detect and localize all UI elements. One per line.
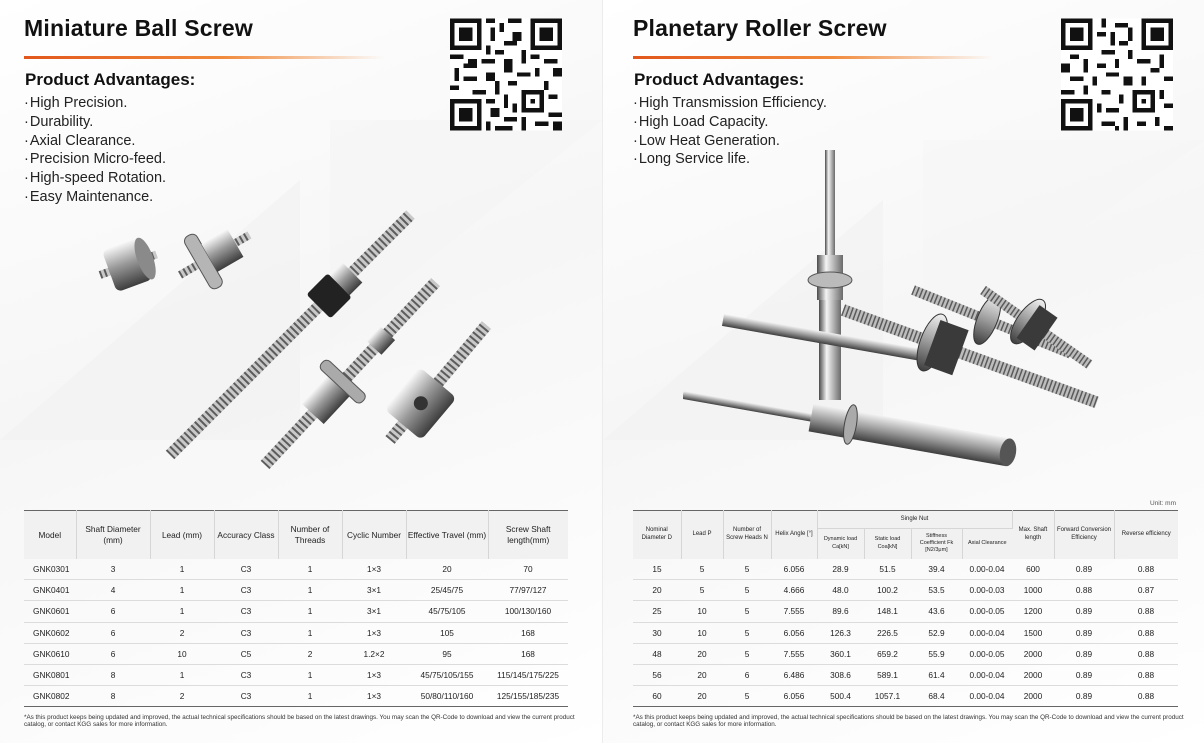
table-cell: 168 [488, 643, 568, 664]
table-row [24, 664, 568, 685]
table-cell: 1 [278, 622, 342, 643]
table-row [633, 559, 1178, 580]
table-cell: 0.88 [1114, 559, 1178, 580]
column-header: Number of Screw Heads N [723, 511, 771, 559]
table-cell: C3 [214, 559, 278, 580]
table-row [633, 643, 1178, 664]
advantage-item: · High-speed Rotation. [24, 169, 166, 188]
table-cell: 148.1 [864, 601, 911, 622]
table-cell: 125/155/185/235 [488, 686, 568, 707]
column-header: Stiffness Coefficient Fk [N2/3μm] [911, 529, 962, 559]
table-cell: C3 [214, 622, 278, 643]
advantage-item: · Precision Micro-feed. [24, 150, 166, 169]
table-cell: 1000 [1012, 580, 1054, 601]
table-cell: 1 [150, 601, 214, 622]
column-header: Dynamic load Ca[kN] [817, 529, 864, 559]
table-cell: 1×3 [342, 686, 406, 707]
table-row [24, 622, 568, 643]
table-cell: GNK0601 [24, 601, 76, 622]
table-cell: 3 [76, 559, 150, 580]
table-cell: 15 [633, 559, 681, 580]
advantage-item: · High Transmission Efficiency. [633, 94, 827, 113]
column-header: Accuracy Class [214, 511, 278, 559]
advantage-item: · Durability. [24, 113, 166, 132]
footnote: *As this product keeps being updated and improved, the actual technical specifications should be based on the latest drawings. You may scan the QR-Code to download and view the current product catalog, or contact KGG sales for more information. [633, 714, 1184, 729]
table-cell: 20 [681, 643, 723, 664]
table-cell: C3 [214, 686, 278, 707]
advantage-item: · Easy Maintenance. [24, 188, 166, 207]
table-cell: GNK0801 [24, 664, 76, 685]
title-underline [633, 56, 993, 59]
table-cell: 10 [150, 643, 214, 664]
table-cell: 5 [723, 622, 771, 643]
column-header: Axial Clearance [962, 529, 1012, 559]
table-cell: 0.00-0.04 [962, 686, 1012, 707]
table-cell: 6 [76, 622, 150, 643]
table-row [24, 686, 568, 707]
table-cell: 3×1 [342, 580, 406, 601]
roller-screw-illustration [683, 150, 1128, 470]
table-cell: 1 [150, 559, 214, 580]
table-row [633, 580, 1178, 601]
advantage-item: · High Load Capacity. [633, 113, 827, 132]
table-cell: 6.056 [771, 622, 817, 643]
table-cell: 0.89 [1054, 643, 1114, 664]
table-cell: 7.555 [771, 601, 817, 622]
table-cell: 89.6 [817, 601, 864, 622]
table-cell: 52.9 [911, 622, 962, 643]
table-cell: 4.666 [771, 580, 817, 601]
column-header: Lead P [681, 511, 723, 559]
table-cell: 0.89 [1054, 559, 1114, 580]
table-cell: C3 [214, 664, 278, 685]
table-cell: 10 [681, 622, 723, 643]
table-cell: 500.4 [817, 686, 864, 707]
table-cell: 0.00-0.04 [962, 664, 1012, 685]
table-cell: 95 [406, 643, 488, 664]
column-header: Forward Conversion Efficiency [1054, 511, 1114, 559]
ball-screw-spec-table [24, 510, 568, 707]
table-cell: 226.5 [864, 622, 911, 643]
table-cell: 5 [681, 580, 723, 601]
table-cell: 2 [150, 686, 214, 707]
column-header: Screw Shaft length(mm) [488, 511, 568, 559]
table-cell: 45/75/105 [406, 601, 488, 622]
table-row [24, 601, 568, 622]
table-cell: 45/75/105/155 [406, 664, 488, 685]
table-cell: 0.87 [1114, 580, 1178, 601]
table-cell: 360.1 [817, 643, 864, 664]
table-cell: 105 [406, 622, 488, 643]
column-group-header: Single Nut [817, 511, 1012, 529]
table-header-row [633, 511, 1178, 529]
table-cell: 0.88 [1114, 643, 1178, 664]
ball-screw-illustration [90, 165, 510, 470]
roller-screw-spec-table [633, 510, 1178, 707]
page-title: Planetary Roller Screw [633, 15, 887, 41]
table-cell: 70 [488, 559, 568, 580]
table-cell: 1 [278, 664, 342, 685]
table-cell: 2 [150, 622, 214, 643]
table-cell: 10 [681, 601, 723, 622]
table-cell: 8 [76, 664, 150, 685]
table-cell: 48.0 [817, 580, 864, 601]
table-cell: 1.2×2 [342, 643, 406, 664]
table-cell: 3×1 [342, 601, 406, 622]
table-cell: 659.2 [864, 643, 911, 664]
page-planetary-roller-screw [602, 0, 1204, 743]
table-cell: 28.9 [817, 559, 864, 580]
table-cell: 20 [633, 580, 681, 601]
table-cell: 20 [681, 664, 723, 685]
column-header: Model [24, 511, 76, 559]
table-cell: 6.056 [771, 686, 817, 707]
column-header: Reverse efficiency [1114, 511, 1178, 559]
table-cell: GNK0301 [24, 559, 76, 580]
table-cell: 6.486 [771, 664, 817, 685]
table-row [24, 643, 568, 664]
title-underline [24, 56, 384, 59]
column-header: Lead (mm) [150, 511, 214, 559]
table-cell: 1×3 [342, 559, 406, 580]
table-cell: 1 [150, 664, 214, 685]
page-title: Miniature Ball Screw [24, 15, 253, 41]
column-header: Nominal Diameter D [633, 511, 681, 559]
table-row [633, 686, 1178, 707]
table-cell: 0.88 [1114, 622, 1178, 643]
table-cell: 6 [76, 643, 150, 664]
table-header-row [24, 511, 568, 559]
table-cell: C3 [214, 601, 278, 622]
advantage-item: · Axial Clearance. [24, 132, 166, 151]
table-cell: 600 [1012, 559, 1054, 580]
table-cell: 1200 [1012, 601, 1054, 622]
table-cell: 126.3 [817, 622, 864, 643]
table-cell: 1×3 [342, 622, 406, 643]
table-cell: 25/45/75 [406, 580, 488, 601]
table-cell: 25 [633, 601, 681, 622]
column-header: Number of Threads [278, 511, 342, 559]
table-cell: 61.4 [911, 664, 962, 685]
table-row [633, 622, 1178, 643]
table-cell: 6 [76, 601, 150, 622]
table-cell: GNK0802 [24, 686, 76, 707]
table-cell: 2000 [1012, 686, 1054, 707]
table-cell: 100.2 [864, 580, 911, 601]
table-cell: 39.4 [911, 559, 962, 580]
table-cell: 0.88 [1114, 664, 1178, 685]
table-cell: 2000 [1012, 643, 1054, 664]
qr-code-icon[interactable] [1061, 18, 1173, 131]
table-cell: 1500 [1012, 622, 1054, 643]
table-cell: 1 [278, 580, 342, 601]
table-row [633, 664, 1178, 685]
table-row [633, 601, 1178, 622]
table-cell: 2000 [1012, 664, 1054, 685]
qr-code-icon[interactable] [450, 18, 562, 131]
table-cell: 5 [723, 686, 771, 707]
table-cell: 5 [723, 559, 771, 580]
table-cell: 6 [723, 664, 771, 685]
table-cell: 1057.1 [864, 686, 911, 707]
table-cell: 168 [488, 622, 568, 643]
table-cell: GNK0610 [24, 643, 76, 664]
table-cell: 5 [723, 580, 771, 601]
table-cell: C3 [214, 580, 278, 601]
table-cell: 100/130/160 [488, 601, 568, 622]
table-cell: 55.9 [911, 643, 962, 664]
table-cell: 5 [723, 643, 771, 664]
footnote: *As this product keeps being updated and improved, the actual technical specifications should be based on the latest drawings. You may scan the QR-Code to download and view the current product catalog, or contact KGG sales for more information. [24, 714, 575, 729]
table-cell: 0.88 [1114, 601, 1178, 622]
table-cell: 5 [723, 601, 771, 622]
table-cell: GNK0602 [24, 622, 76, 643]
table-cell: 1 [150, 580, 214, 601]
table-body [633, 559, 1178, 707]
table-cell: 308.6 [817, 664, 864, 685]
column-header: Effective Travel (mm) [406, 511, 488, 559]
table-cell: 43.6 [911, 601, 962, 622]
table-cell: 0.00-0.05 [962, 601, 1012, 622]
table-body [24, 559, 568, 707]
table-cell: 115/145/175/225 [488, 664, 568, 685]
column-header: Helix Angle [°] [771, 511, 817, 559]
table-cell: 589.1 [864, 664, 911, 685]
table-cell: 0.89 [1054, 664, 1114, 685]
column-header: Cyclic Number [342, 511, 406, 559]
advantage-item: · Low Heat Generation. [633, 132, 827, 151]
table-cell: 0.00-0.05 [962, 643, 1012, 664]
table-cell: 56 [633, 664, 681, 685]
table-cell: 6.056 [771, 559, 817, 580]
unit-label: Unit: mm [1150, 500, 1176, 507]
table-cell: 5 [681, 559, 723, 580]
table-cell: 20 [681, 686, 723, 707]
table-cell: 20 [406, 559, 488, 580]
table-cell: 8 [76, 686, 150, 707]
table-cell: 7.555 [771, 643, 817, 664]
table-cell: 60 [633, 686, 681, 707]
advantages-heading: Product Advantages: [25, 70, 196, 89]
table-cell: 0.89 [1054, 622, 1114, 643]
table-cell: 0.89 [1054, 686, 1114, 707]
column-header: Shaft Diameter (mm) [76, 511, 150, 559]
table-cell: 1 [278, 559, 342, 580]
table-cell: 1 [278, 601, 342, 622]
column-header: Max. Shaft length [1012, 511, 1054, 559]
table-cell: 0.00-0.04 [962, 559, 1012, 580]
table-cell: 1×3 [342, 664, 406, 685]
table-cell: 0.88 [1114, 686, 1178, 707]
table-cell: 4 [76, 580, 150, 601]
column-header: Static load Coa[kN] [864, 529, 911, 559]
advantage-item: · High Precision. [24, 94, 166, 113]
advantages-heading: Product Advantages: [634, 70, 805, 89]
table-cell: C5 [214, 643, 278, 664]
advantage-item: · Long Service life. [633, 150, 827, 169]
table-row [24, 580, 568, 601]
table-cell: 68.4 [911, 686, 962, 707]
table-cell: 53.5 [911, 580, 962, 601]
table-cell: 1 [278, 686, 342, 707]
table-cell: 0.89 [1054, 601, 1114, 622]
table-cell: 30 [633, 622, 681, 643]
table-cell: GNK0401 [24, 580, 76, 601]
table-cell: 0.00-0.03 [962, 580, 1012, 601]
table-cell: 2 [278, 643, 342, 664]
table-cell: 0.88 [1054, 580, 1114, 601]
table-row [24, 559, 568, 580]
table-cell: 48 [633, 643, 681, 664]
table-cell: 77/97/127 [488, 580, 568, 601]
table-cell: 51.5 [864, 559, 911, 580]
table-cell: 0.00-0.04 [962, 622, 1012, 643]
table-cell: 50/80/110/160 [406, 686, 488, 707]
